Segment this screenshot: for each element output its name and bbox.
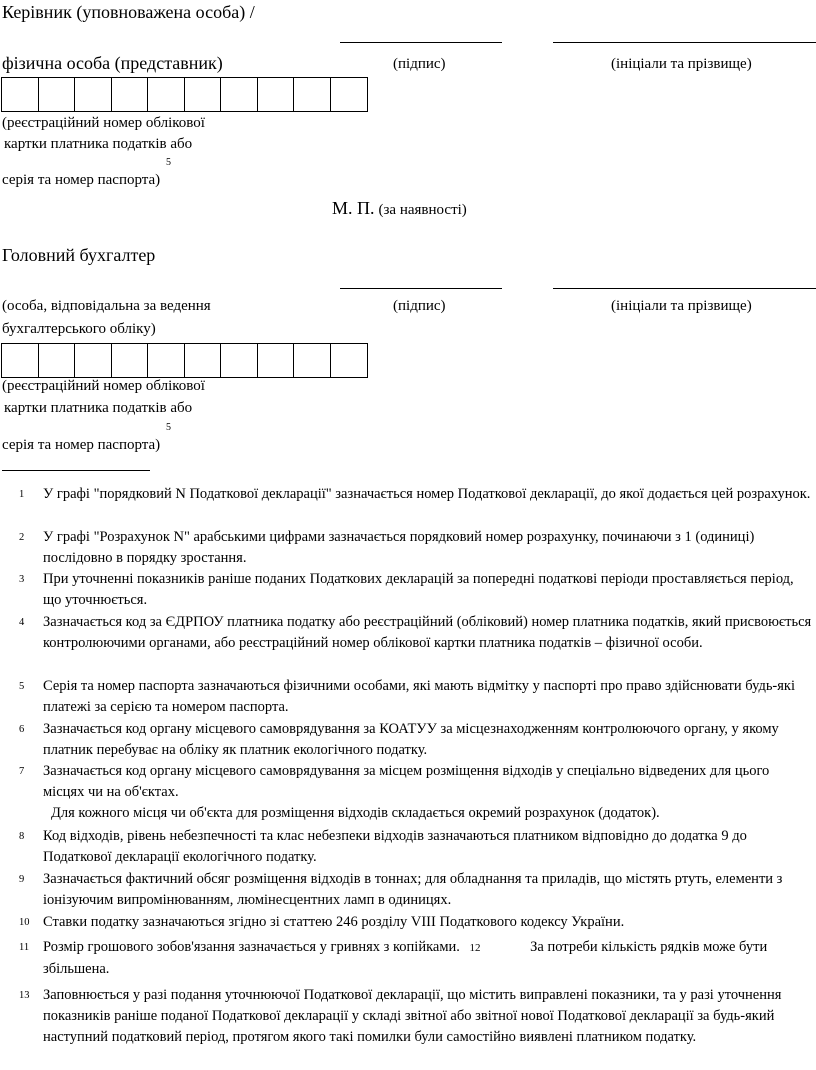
footnote-text: У графі "Розрахунок N" арабськими цифрами зазначається порядковий номер розрахунку, починаючи з 1 (одиниці) послідовно в порядку зростання. bbox=[43, 529, 755, 566]
accountant-id-boxes[interactable] bbox=[1, 343, 368, 378]
accountant-title: Головний бухгалтер bbox=[2, 245, 156, 265]
accountant-desc-line1: (особа, відповідальна за ведення bbox=[2, 298, 211, 314]
footnote-number: 4 bbox=[19, 617, 25, 628]
footnote-text: При уточненні показників раніше поданих Податкових декларацій за попередні податкові періоди проставляється період, що уточнюється. bbox=[43, 571, 794, 608]
footnote-number: 2 bbox=[19, 532, 25, 543]
footnote bbox=[0, 719, 816, 761]
footnote bbox=[0, 484, 816, 526]
id-box[interactable] bbox=[2, 344, 39, 377]
footnote-number: 13 bbox=[19, 990, 30, 1001]
stamp-mark bbox=[332, 198, 467, 219]
footnote-number: 6 bbox=[19, 724, 25, 735]
id-box[interactable] bbox=[112, 78, 149, 111]
id-box[interactable] bbox=[39, 344, 76, 377]
id-box[interactable] bbox=[75, 344, 112, 377]
stamp-label: М. П. bbox=[332, 198, 375, 218]
footnote-text: Для кожного місця чи об'єкта для розміщення відходів складається окремий розрахунок (додаток). bbox=[51, 805, 660, 821]
id-box[interactable] bbox=[221, 344, 258, 377]
id-box[interactable] bbox=[148, 344, 185, 377]
accountant-name-line[interactable] bbox=[553, 288, 816, 289]
footnote-number: 5 bbox=[19, 681, 25, 692]
footnote bbox=[0, 985, 816, 1069]
id-box[interactable] bbox=[2, 78, 39, 111]
id-box[interactable] bbox=[185, 344, 222, 377]
footnote-number: 7 bbox=[19, 766, 25, 777]
head-box-caption-footnote-ref: 5 bbox=[166, 157, 171, 168]
footnote-number: 8 bbox=[19, 831, 25, 842]
accountant-box-caption-line1: (реєстраційний номер облікової bbox=[2, 378, 205, 394]
footnote-number: 11 bbox=[19, 942, 30, 953]
footnote bbox=[0, 912, 816, 933]
footnote-text: Зазначається код органу місцевого самоврядування за місцем розміщення відходів у спеціально відведених для цього місцях чи на об'єктах. bbox=[43, 763, 770, 800]
id-box[interactable] bbox=[112, 344, 149, 377]
id-box[interactable] bbox=[221, 78, 258, 111]
id-box[interactable] bbox=[331, 344, 368, 377]
id-box[interactable] bbox=[75, 78, 112, 111]
footnote-number: 3 bbox=[19, 574, 25, 585]
footnote bbox=[0, 527, 816, 569]
footnote-text: Зазначається код за ЄДРПОУ платника податку або реєстраційний (обліковий) номер платника податків, який присвоюється контролюючими органами, або реєстраційний номер облікової картки платника податків – фізичної особи. bbox=[43, 614, 812, 651]
head-id-boxes[interactable] bbox=[1, 77, 368, 112]
accountant-desc-line2: бухгалтерського обліку) bbox=[2, 321, 156, 337]
footnote bbox=[0, 937, 816, 979]
footnote bbox=[0, 826, 816, 868]
head-title-line2: фізична особа (представник) bbox=[2, 53, 223, 73]
id-box[interactable] bbox=[258, 78, 295, 111]
accountant-box-caption-footnote-ref: 5 bbox=[166, 422, 171, 433]
id-box[interactable] bbox=[331, 78, 368, 111]
footnote-text-part: За потреби кількість рядків може бути збільшена. bbox=[43, 939, 768, 977]
footnote bbox=[0, 761, 816, 803]
footnote-text bbox=[43, 937, 814, 980]
footnote-text: Код відходів, рівень небезпечності та клас небезпеки відходів зазначаються платником відповідно до додатка 9 до Податкової декларації екологічного податку. bbox=[43, 828, 747, 865]
footnote bbox=[0, 612, 816, 675]
head-box-caption-line3: серія та номер паспорта) bbox=[2, 172, 161, 188]
footnote-inline-number: 12 bbox=[469, 942, 481, 954]
footnote-text: Заповнюється у разі подання уточнюючої Податкової декларації, що містить виправлені показники, та у разі уточнення показників раніше поданої Податкової декларації у складі звітної або звітної нової Податкової декларації за будь-який наступний податковий період, протягом якого такі помилки були самостійно виявлені платником податку. bbox=[43, 987, 782, 1045]
footnote-text: Зазначається фактичний обсяг розміщення відходів в тоннах; для обладнання та приладів, що містять ртуть, елементи з іонізуючим випромінюванням, люмінесцентних ламп в одиницях. bbox=[43, 871, 783, 908]
accountant-signature-caption: (підпис) bbox=[393, 298, 446, 314]
footnote-number: 10 bbox=[19, 917, 30, 928]
accountant-box-caption-line3: серія та номер паспорта) bbox=[2, 437, 161, 453]
stamp-note: (за наявності) bbox=[378, 202, 467, 218]
head-signature-caption: (підпис) bbox=[393, 56, 446, 72]
head-name-line[interactable] bbox=[553, 42, 816, 43]
head-title-line1: Керівник (уповноважена особа) / bbox=[2, 2, 255, 22]
footnote-number: 1 bbox=[19, 489, 25, 500]
head-box-caption-line2: картки платника податків або bbox=[4, 136, 193, 152]
id-box[interactable] bbox=[294, 78, 331, 111]
footnote-text: У графі "порядковий N Податкової декларації" зазначається номер Податкової декларації, до якої додається цей розрахунок. bbox=[43, 486, 811, 502]
id-box[interactable] bbox=[185, 78, 222, 111]
id-box[interactable] bbox=[148, 78, 185, 111]
accountant-name-caption: (ініціали та прізвище) bbox=[611, 298, 752, 314]
footnote-text: Ставки податку зазначаються згідно зі статтею 246 розділу VIII Податкового кодексу України. bbox=[43, 914, 625, 930]
footnote-continuation bbox=[0, 803, 816, 824]
id-box[interactable] bbox=[294, 344, 331, 377]
footnote bbox=[0, 869, 816, 911]
accountant-signature-line[interactable] bbox=[340, 288, 502, 289]
footnote bbox=[0, 676, 816, 718]
head-signature-line[interactable] bbox=[340, 42, 502, 43]
footnote-separator bbox=[2, 470, 150, 471]
id-box[interactable] bbox=[39, 78, 76, 111]
footnote-text-part: Розмір грошового зобов'язання зазначається у гривнях з копійками. bbox=[43, 939, 460, 955]
head-name-caption: (ініціали та прізвище) bbox=[611, 56, 752, 72]
footnote-number: 9 bbox=[19, 874, 25, 885]
footnote-text: Зазначається код органу місцевого самоврядування за КОАТУУ за місцезнаходженням контролюючого органу, у якому платник перебуває на обліку як платник екологічного податку. bbox=[43, 721, 779, 758]
id-box[interactable] bbox=[258, 344, 295, 377]
accountant-box-caption-line2: картки платника податків або bbox=[4, 400, 193, 416]
head-box-caption-line1: (реєстраційний номер облікової bbox=[2, 115, 205, 131]
footnote bbox=[0, 569, 816, 611]
footnote-text: Серія та номер паспорта зазначаються фізичними особами, які мають відмітку у паспорті про право здійснювати будь-які платежі за серією та номером паспорта. bbox=[43, 678, 796, 715]
